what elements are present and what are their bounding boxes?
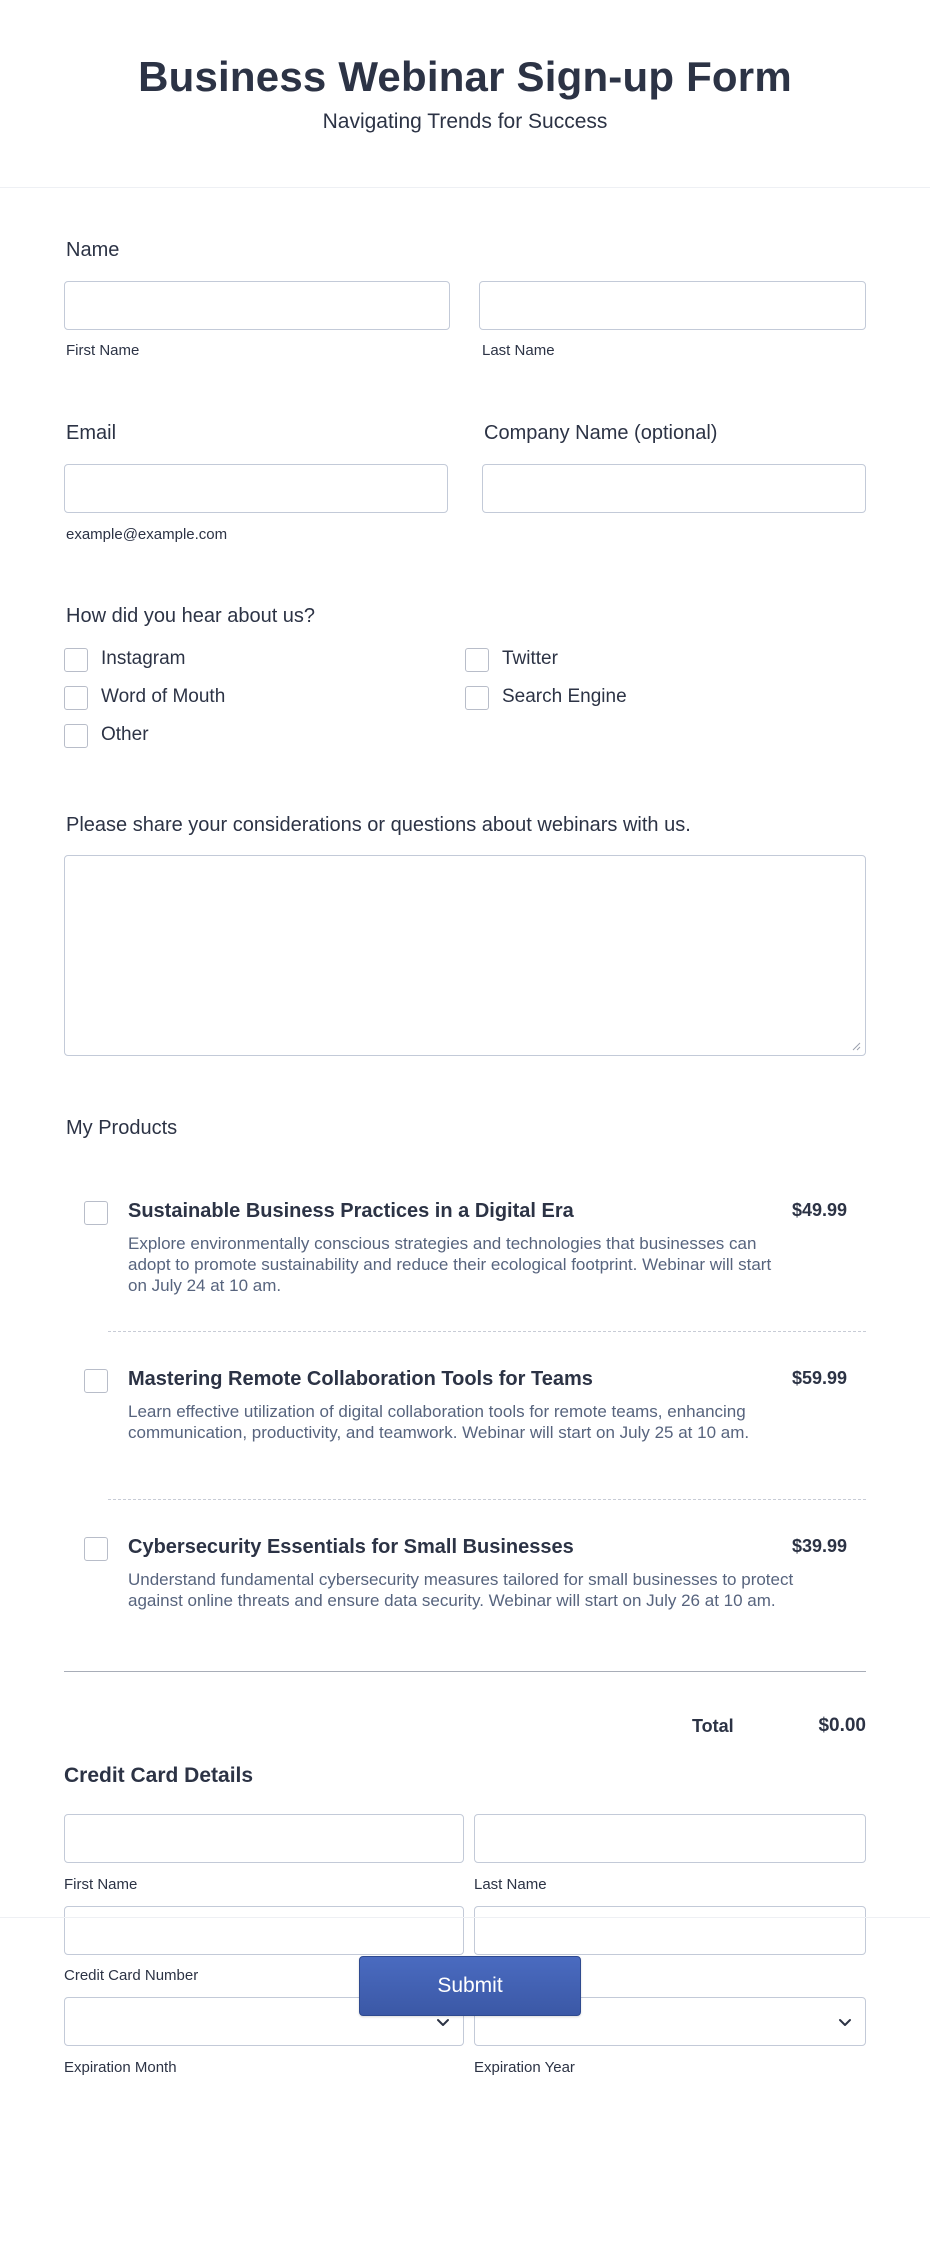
cc-last-name-sublabel: Last Name xyxy=(474,1876,547,1893)
search-engine-checkbox[interactable] xyxy=(465,686,489,710)
product-title-2: Mastering Remote Collaboration Tools for Teams xyxy=(128,1368,593,1390)
form-content xyxy=(0,188,930,2102)
form-subtitle: Navigating Trends for Success xyxy=(322,110,608,133)
product-price-3: $39.99 xyxy=(791,1536,847,1556)
product-price-2: $59.99 xyxy=(791,1368,847,1388)
product-title-1: Sustainable Business Practices in a Digital Era xyxy=(128,1200,574,1222)
hear-about-label: How did you hear about us? xyxy=(66,605,316,627)
chevron-down-icon xyxy=(435,2014,451,2030)
security-code-input[interactable] xyxy=(474,1906,866,1955)
total-label: Total xyxy=(692,1716,734,1736)
cc-first-name-sublabel: First Name xyxy=(64,1876,138,1893)
product-checkbox-1[interactable] xyxy=(84,1201,108,1225)
cc-first-name-input[interactable] xyxy=(64,1814,464,1863)
twitter-checkbox[interactable] xyxy=(465,648,489,672)
expiration-month-sublabel: Expiration Month xyxy=(64,2059,177,2076)
product-divider xyxy=(108,1499,866,1500)
product-description-3: Understand fundamental cybersecurity measures tailored for small businesses to protect against online threats and ensure data security. Webinar will start on July 26 at 10 am. xyxy=(128,1570,794,1610)
credit-card-number-input[interactable] xyxy=(64,1906,464,1955)
other-checkbox[interactable] xyxy=(64,724,88,748)
company-name-label: Company Name (optional) xyxy=(484,422,718,444)
other-option-label: Other xyxy=(101,724,149,745)
form-title: Business Webinar Sign-up Form xyxy=(138,53,792,100)
questions-textarea[interactable] xyxy=(64,855,866,1056)
first-name-input[interactable] xyxy=(64,281,450,330)
credit-card-heading: Credit Card Details xyxy=(64,1764,254,1787)
company-name-input[interactable] xyxy=(482,464,866,513)
last-name-sublabel: Last Name xyxy=(482,342,555,359)
credit-card-number-sublabel: Credit Card Number xyxy=(64,1967,199,1984)
chevron-down-icon xyxy=(837,2014,853,2030)
products-divider xyxy=(64,1671,866,1672)
product-description-2: Learn effective utilization of digital collaboration tools for remote teams, enhancing communication, productivity, and teamwork. Webinar will start on July 25 at 10 am. xyxy=(128,1402,750,1442)
questions-label: Please share your considerations or questions about webinars with us. xyxy=(66,814,691,836)
total-value: $0.00 xyxy=(818,1715,866,1736)
word-of-mouth-checkbox[interactable] xyxy=(64,686,88,710)
product-checkbox-2[interactable] xyxy=(84,1369,108,1393)
my-products-label: My Products xyxy=(66,1117,178,1139)
product-checkbox-3[interactable] xyxy=(84,1537,108,1561)
instagram-checkbox[interactable] xyxy=(64,648,88,672)
first-name-sublabel: First Name xyxy=(66,342,140,359)
last-name-input[interactable] xyxy=(479,281,866,330)
footer-divider xyxy=(0,1917,930,1918)
twitter-option-label: Twitter xyxy=(502,648,558,669)
search-engine-option-label: Search Engine xyxy=(502,686,627,707)
email-input[interactable] xyxy=(64,464,448,513)
product-divider xyxy=(108,1331,866,1332)
submit-button[interactable]: Submit xyxy=(359,1956,581,2016)
product-title-3: Cybersecurity Essentials for Small Businesses xyxy=(128,1536,574,1558)
instagram-option-label: Instagram xyxy=(101,648,186,669)
name-label: Name xyxy=(66,239,120,261)
cc-last-name-input[interactable] xyxy=(474,1814,866,1863)
expiration-year-sublabel: Expiration Year xyxy=(474,2059,575,2076)
resize-handle-icon[interactable] xyxy=(851,1041,861,1051)
form-header xyxy=(0,0,930,188)
product-price-1: $49.99 xyxy=(791,1200,847,1220)
word-of-mouth-option-label: Word of Mouth xyxy=(101,686,226,707)
product-description-1: Explore environmentally conscious strategies and technologies that businesses can adopt to promote sustainability and reduce their ecological footprint. Webinar will start on July 24 at 10 am. xyxy=(128,1234,772,1295)
email-label: Email xyxy=(66,422,117,444)
email-sublabel: example@example.com xyxy=(66,526,228,543)
